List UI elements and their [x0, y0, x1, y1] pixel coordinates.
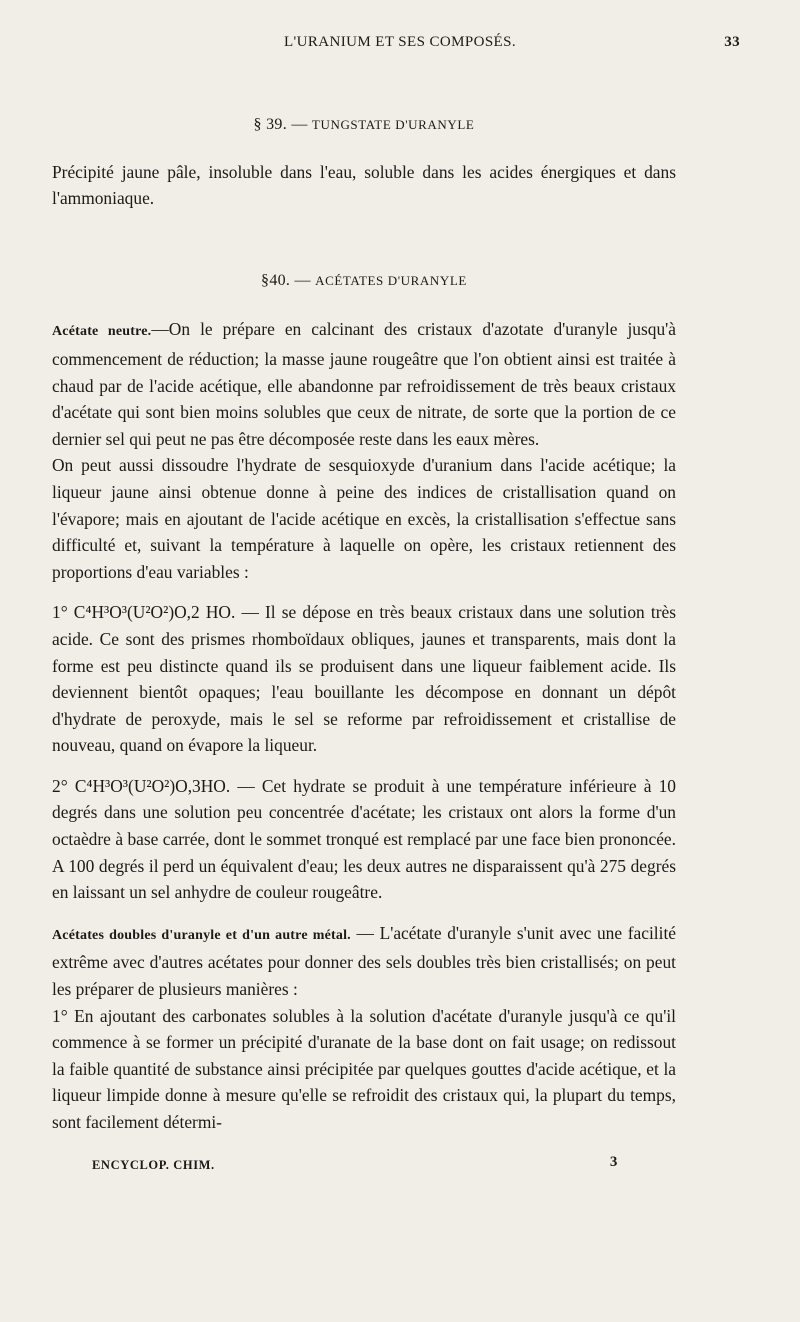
text-acetates-doubles: — L'acétate d'uranyle s'unit avec une facilité extrême avec d'autres acétates pour donner des sels doubles très bien cristallisés; on peut les préparer de plusieurs manières :: [52, 922, 676, 1000]
paragraph-acetate-neutre: [52, 316, 676, 452]
lead-acetates-doubles: Acétates doubles d'uranyle et d'un autre métal.: [52, 927, 351, 943]
section-39-paragraph: Précipité jaune pâle, insoluble dans l'eau, soluble dans les acides énergiques et dans l'ammoniaque.: [52, 161, 676, 209]
section-40-number: §40. —: [261, 271, 316, 289]
section-39-title: TUNGSTATE D'URANYLE: [311, 117, 475, 132]
section-40-title: ACÉTATES D'URANYLE: [315, 272, 467, 288]
signature-mark: 3: [609, 1154, 618, 1170]
section-39-number: § 39. —: [253, 116, 312, 133]
paragraph-hydrate-2: 2° C⁴H³O³(U²O²)O,3HO. — Cet hydrate se produit à une température inférieure à 10 degrés dans une solution peu concentrée d'acétate; les cristaux ont alors la forme d'un octaèdre à base carrée, dont le sommet tronqué est remplacé par une face bien prononcée. A 100 degrés il perd un équivalent d'eau; les deux autres ne disparaissent qu'à 275 degrés en laissant un sel anhydre de couleur rougeâtre.: [52, 775, 676, 903]
footer-imprint: ENCYCLOP. CHIM.: [92, 1158, 215, 1172]
text-acetate-neutre: —On le prépare en calcinant des cristaux d'azotate d'uranyle jusqu'à commencement de réduction; la masse jaune rougeâtre que l'on obtient ainsi est traitée à chaud par de l'acide acétique, elle abandonne par refroidissement de très beaux cristaux d'acétate qui sont bien moins solubles que ceux de nitrate, de sorte que la portion de ce dernier sel qui peut ne pas être décomposée reste dans les eaux mères.: [52, 319, 677, 449]
lead-acetate-neutre: Acétate neutre.: [52, 324, 152, 340]
section-40-heading: [52, 268, 676, 295]
running-title: L'URANIUM ET SES COMPOSÉS.: [283, 34, 517, 50]
paragraph-carbonates: 1° En ajoutant des carbonates solubles à la solution d'acétate d'uranyle jusqu'à ce qu'il commence à se former un précipité d'uranate de la base dont on fait usage; on redissout la faible quantité de substance ainsi précipitée par quelques gouttes d'acide acétique, et la liqueur limpide donne à mesure qu'elle se refroidit des cristaux qui, la plupart du temps, sont facilement détermi-: [52, 1005, 676, 1132]
section-39-heading: [52, 112, 676, 139]
paragraph-hydrate-1: 1° C⁴H³O³(U²O²)O,2 HO. — Il se dépose en très beaux cristaux dans une solution très acide. Ce sont des prismes rhomboïdaux obliques, jaunes et transparents, mais dont la forme est peu distincte quand ils se produisent dans une liqueur faiblement acide. Ils deviennent bientôt opaques; l'eau bouillante les décompose en donnant un dépôt d'hydrate de peroxyde, mais le sel se reforme par refroidissement et cristallise de nouveau, quand on évapore la liqueur.: [52, 602, 676, 756]
page-footer: [92, 1154, 618, 1178]
paragraph-acetates-doubles: [52, 920, 676, 1003]
page-content: [52, 112, 676, 1136]
running-head: [60, 34, 740, 56]
paragraph-dissoudre: On peut aussi dissoudre l'hydrate de sesquioxyde d'uranium dans l'acide acétique; la liqueur jaune ainsi obtenue donne à peine des indices de cristallisation quand on l'évapore; mais en ajoutant de l'acide acétique en excès, la cristallisation s'effectue sans difficulté et, suivant la température à laquelle on opère, les cristaux retiennent des proportions d'eau variables :: [52, 455, 676, 582]
page-number: 33: [724, 34, 740, 50]
